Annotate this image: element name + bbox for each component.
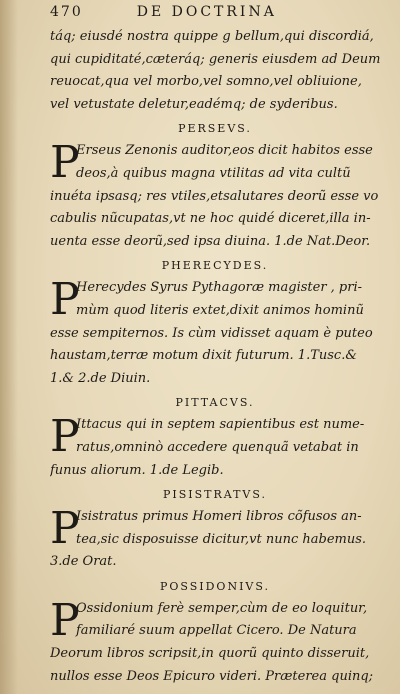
drop-cap: P (50, 274, 80, 326)
text-line: esse sempiternos. Is cùm vidisset aquam è puteo (50, 325, 373, 341)
entry-perseus (50, 137, 380, 253)
section-heading-pisistratus: PISISTRATVS. (162, 488, 268, 502)
text-line: Deorum libros scripsit,in quorũ quinto disseruit, (50, 646, 370, 662)
text-line: táq; eiusdé nostra quippe g bellum,qui discordiá, (50, 29, 374, 44)
text-line: cabulis nũcupatas,vt ne hoc quidé diceret,illa in- (50, 211, 371, 227)
drop-cap: P (50, 411, 80, 463)
text-line: 3.de Orat. (50, 554, 117, 570)
text-line: qui cupiditaté,cæteráq; generis eiusdem ad Deum (50, 51, 380, 67)
entry-possidonius (50, 594, 380, 688)
text-line: deos,à quibus magna vtilitas ad vita cultũ (76, 165, 351, 181)
text-line: familiaré suum appellat Cicero. De Natura (76, 623, 357, 639)
section-heading-possidonius: POSSIDONIVS. (159, 579, 271, 593)
section-heading-pittacus: PITTACVS. (175, 396, 255, 410)
entry-pisistratus (50, 503, 380, 574)
section-heading-perseus: PERSEVS. (178, 122, 252, 136)
text-line: inuéta ipsasq; res vtiles,etsalutares deorũ esse vo (50, 188, 379, 204)
drop-cap: P (50, 594, 80, 646)
text-line: reuocat,qua vel morbo,vel somno,vel obliuione, (50, 74, 362, 90)
entry-pherecydes (50, 274, 380, 390)
text-line: tea,sic disposuisse dicitur,vt nunc habemus. (76, 531, 367, 547)
text-line: Isistratus primus Homeri libros cõfusos an- (76, 509, 362, 525)
text-line: vel vetustate deletur,eadémq; de syderibus. (50, 96, 338, 112)
page-gutter (0, 0, 18, 694)
text-line: Erseus Zenonis auditor,eos dicit habitos esse (76, 143, 373, 159)
text-line: uenta esse deorũ,sed ipsa diuina. 1.de Nat.Deor. (50, 233, 371, 249)
section-heading-pherecydes: PHERECYDES. (161, 259, 269, 273)
text-line: Ossidonium ferè semper,cùm de eo loquitur, (76, 600, 368, 616)
page-number: 470 (50, 4, 83, 20)
text-line: mùm quod literis extet,dixit animos hominũ (76, 302, 364, 318)
intro-paragraph (50, 26, 380, 116)
text-line: funus aliorum. 1.de Legib. (50, 462, 224, 478)
text-block (50, 4, 380, 688)
text-line: ratus,omninò accedere quenquã vetabat in (76, 439, 359, 455)
drop-cap: P (50, 503, 80, 555)
text-line: haustam,terræ motum dixit futurum. 1.Tusc.& (50, 348, 357, 364)
text-line: Herecydes Syrus Pythagoræ magister , pri- (76, 280, 363, 296)
drop-cap: P (50, 137, 80, 189)
text-line: 1.& 2.de Diuin. (50, 370, 151, 386)
entry-pittacus (50, 411, 380, 482)
running-head: DE DOCTRINA (136, 4, 277, 20)
text-line: Ittacus qui in septem sapientibus est nume- (76, 417, 365, 433)
page-header (50, 4, 380, 26)
text-line: nullos esse Deos Epicuro videri. Præterea quinq; (50, 668, 374, 684)
